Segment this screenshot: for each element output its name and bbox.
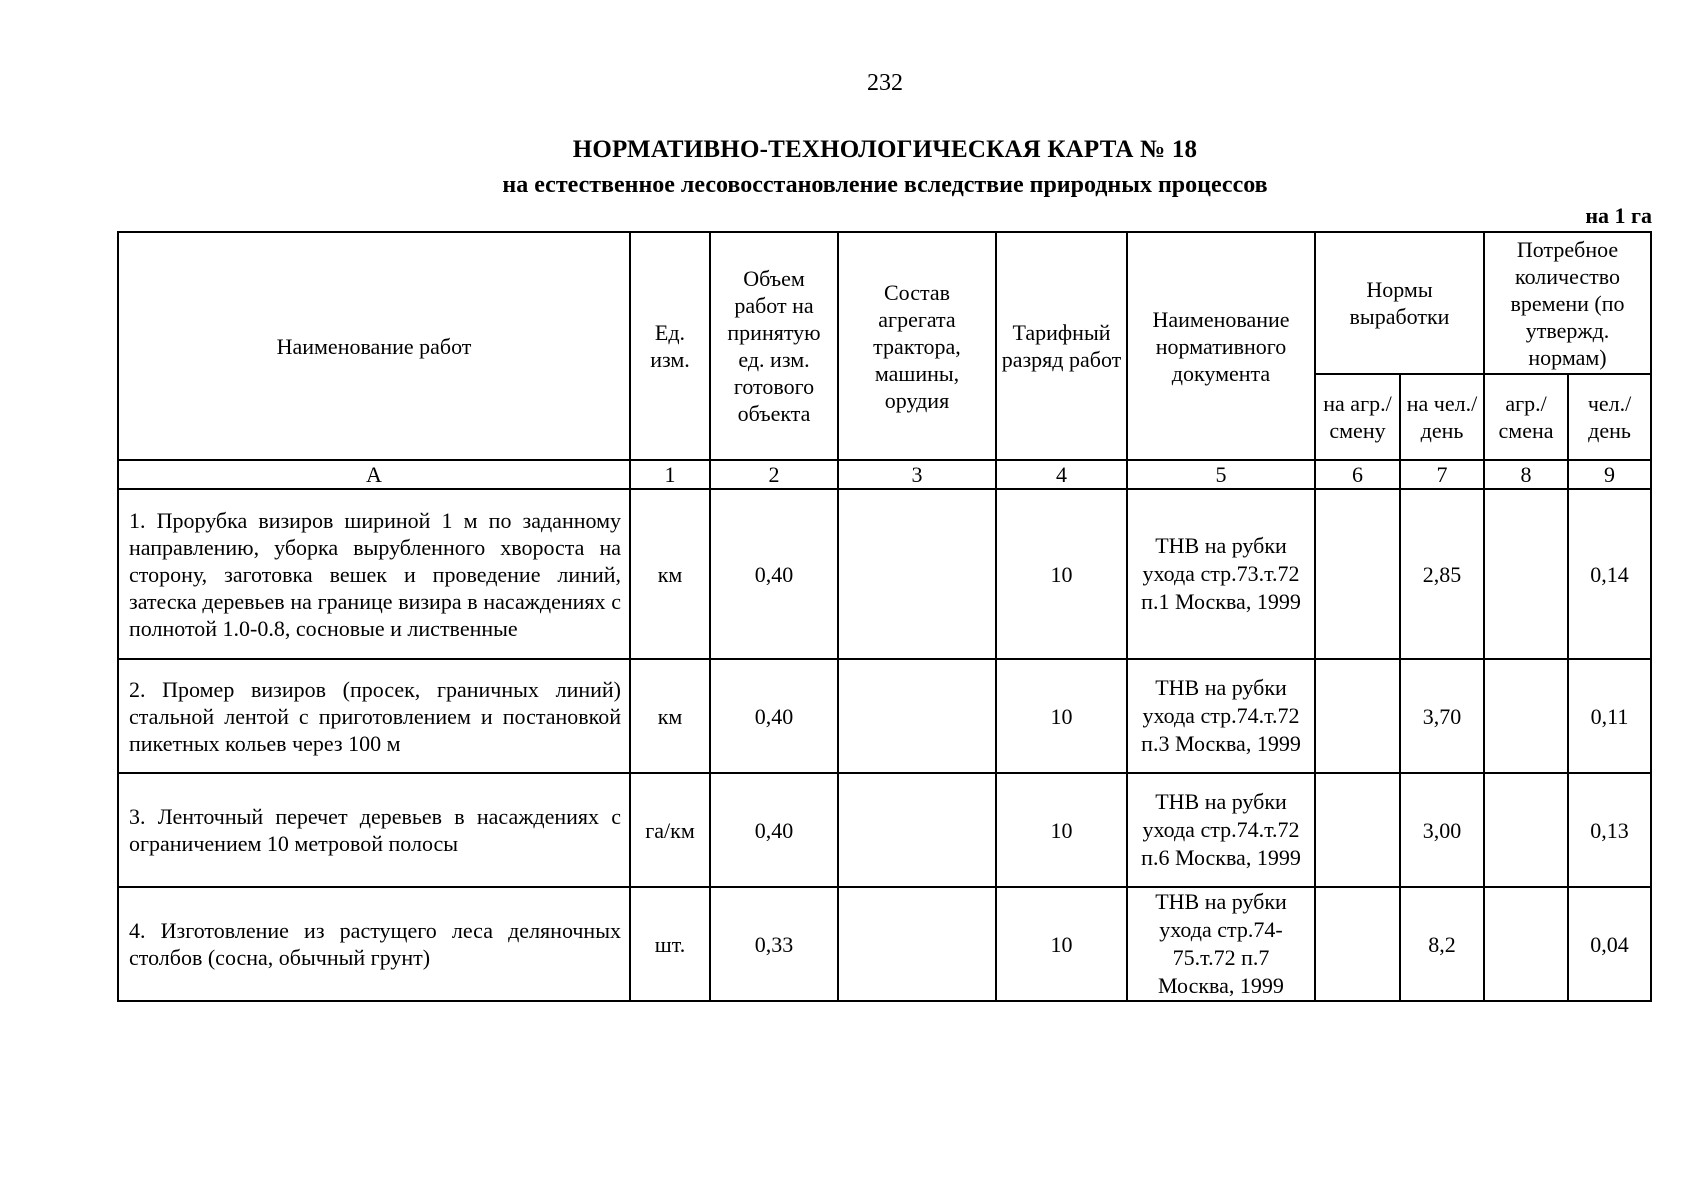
document-subtitle: на естественное лесовосстановление вследствие природных процессов: [502, 172, 1268, 198]
column-index: 6: [1315, 460, 1400, 489]
work-name-cell: 4. Изготовление из растущего леса деляночных столбов (сосна, обычный грунт): [118, 887, 630, 1001]
volume-cell: 0,40: [710, 659, 838, 773]
time-agr-cell: [1484, 773, 1568, 887]
volume-cell: 0,40: [710, 489, 838, 659]
header-volume: Объем работ на принятую ед. изм. готового объекта: [710, 232, 838, 460]
column-index: 4: [996, 460, 1127, 489]
norm-agr-cell: [1315, 773, 1400, 887]
time-agr-cell: [1484, 659, 1568, 773]
page-number: 232: [867, 70, 903, 96]
norm-agr-cell: [1315, 659, 1400, 773]
header-norms-man: на чел./ день: [1400, 374, 1484, 460]
unit-cell: км: [630, 659, 710, 773]
column-index: 9: [1568, 460, 1651, 489]
volume-cell: 0,33: [710, 887, 838, 1001]
header-tariff: Тарифный разряд работ: [996, 232, 1127, 460]
table-row: [118, 659, 1651, 773]
norms-table: [117, 231, 1652, 1002]
document-cell: ТНВ на рубки ухода стр.73.т.72 п.1 Москва, 1999: [1127, 489, 1315, 659]
column-index: 5: [1127, 460, 1315, 489]
header-composition: Состав агрегата трактора, машины, орудия: [838, 232, 996, 460]
composition-cell: [838, 887, 996, 1001]
header-norms-agr: на агр./ смену: [1315, 374, 1400, 460]
tariff-cell: 10: [996, 489, 1127, 659]
time-man-cell: 0,11: [1568, 659, 1651, 773]
column-index: 1: [630, 460, 710, 489]
header-unit: Ед. изм.: [630, 232, 710, 460]
column-index: 3: [838, 460, 996, 489]
document-cell: ТНВ на рубки ухода стр.74.т.72 п.6 Москва, 1999: [1127, 773, 1315, 887]
tariff-cell: 10: [996, 659, 1127, 773]
norm-agr-cell: [1315, 887, 1400, 1001]
table-row: [118, 773, 1651, 887]
norm-man-cell: 2,85: [1400, 489, 1484, 659]
unit-note: на 1 га: [1585, 203, 1652, 228]
time-agr-cell: [1484, 887, 1568, 1001]
column-index: 8: [1484, 460, 1568, 489]
tariff-cell: 10: [996, 887, 1127, 1001]
tariff-cell: 10: [996, 773, 1127, 887]
header-time-agr: агр./ смена: [1484, 374, 1568, 460]
table-row: [118, 887, 1651, 1001]
norm-man-cell: 3,70: [1400, 659, 1484, 773]
norm-agr-cell: [1315, 489, 1400, 659]
header-document: Наименование нормативного документа: [1127, 232, 1315, 460]
time-agr-cell: [1484, 489, 1568, 659]
composition-cell: [838, 773, 996, 887]
unit-cell: км: [630, 489, 710, 659]
column-index: 7: [1400, 460, 1484, 489]
column-index-row: [118, 460, 1651, 489]
time-man-cell: 0,14: [1568, 489, 1651, 659]
column-index: 2: [710, 460, 838, 489]
norm-man-cell: 8,2: [1400, 887, 1484, 1001]
document-cell: ТНВ на рубки ухода стр.74.т.72 п.3 Москва, 1999: [1127, 659, 1315, 773]
composition-cell: [838, 489, 996, 659]
header-time: Потребное количество времени (по утвержд. нормам): [1484, 232, 1651, 374]
unit-cell: шт.: [630, 887, 710, 1001]
work-name-cell: 1. Прорубка визиров шириной 1 м по заданному направлению, уборка вырубленного хвороста на сторону, заготовка вешек и проведение линий, затеска деревьев на границе визира в насаждениях с полнотой 1.0-0.8, сосновые и лиственные: [118, 489, 630, 659]
document-title: НОРМАТИВНО-ТЕХНОЛОГИЧЕСКАЯ КАРТА № 18: [572, 136, 1198, 163]
unit-cell: га/км: [630, 773, 710, 887]
work-name-cell: 2. Промер визиров (просек, граничных линий) стальной лентой с приготовлением и постановкой пикетных кольев через 100 м: [118, 659, 630, 773]
time-man-cell: 0,04: [1568, 887, 1651, 1001]
header-time-man: чел./ день: [1568, 374, 1651, 460]
time-man-cell: 0,13: [1568, 773, 1651, 887]
table-row: [118, 489, 1651, 659]
volume-cell: 0,40: [710, 773, 838, 887]
document-cell: ТНВ на рубки ухода стр.74-75.т.72 п.7 Москва, 1999: [1127, 887, 1315, 1001]
header-work-name: Наименование работ: [118, 232, 630, 460]
header-norms: Нормы выработки: [1315, 232, 1484, 374]
column-index: А: [118, 460, 630, 489]
composition-cell: [838, 659, 996, 773]
header-row-top: [118, 232, 1651, 374]
norm-man-cell: 3,00: [1400, 773, 1484, 887]
work-name-cell: 3. Ленточный перечет деревьев в насаждениях с ограничением 10 метровой полосы: [118, 773, 630, 887]
